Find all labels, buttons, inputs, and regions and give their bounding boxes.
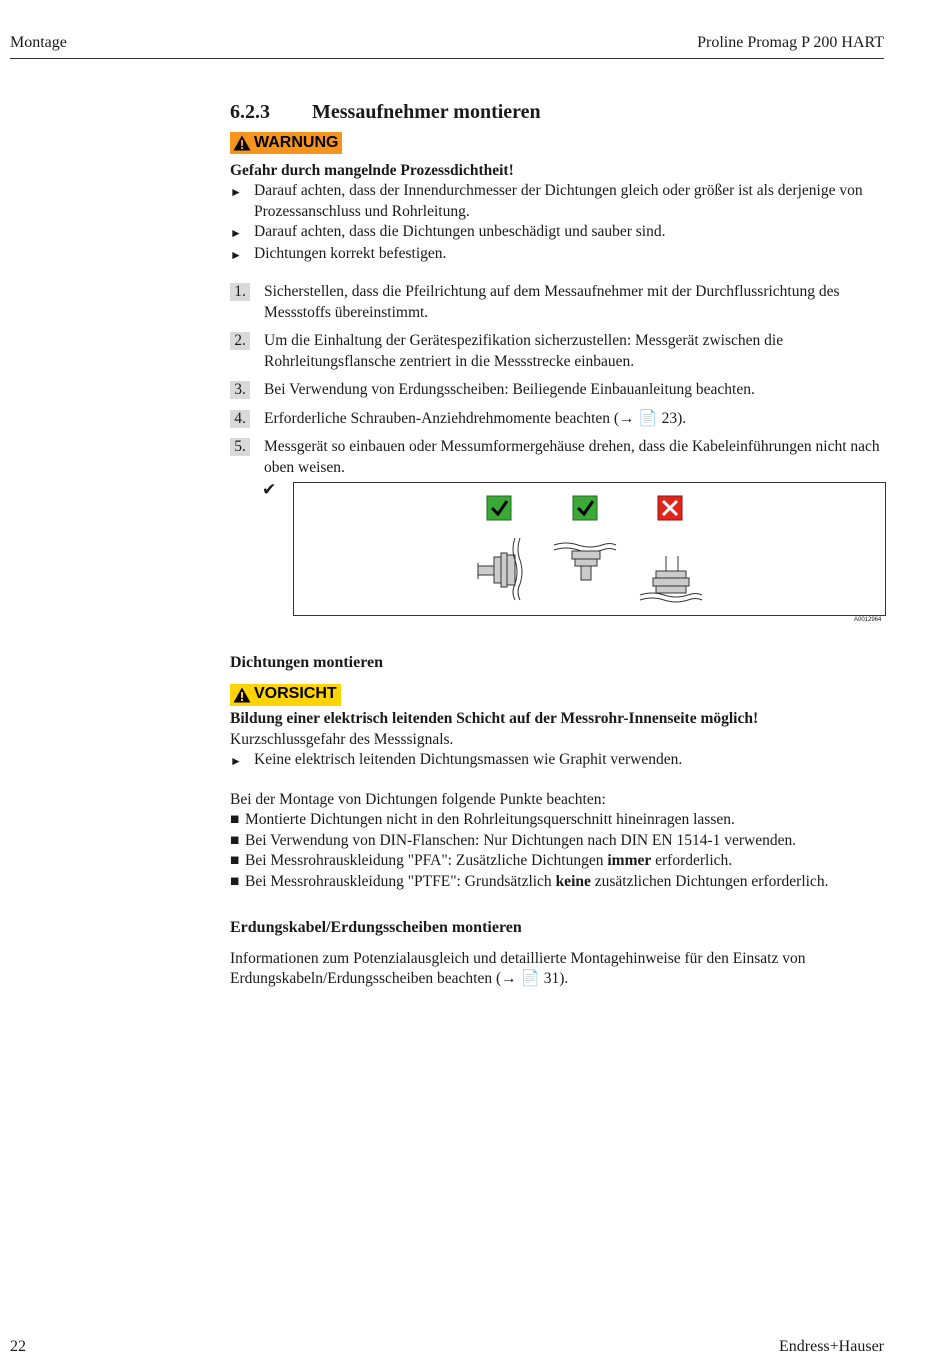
- page-header: [10, 32, 884, 59]
- square-bullet-icon: ■: [230, 811, 240, 828]
- section-number: 6.2.3: [230, 101, 270, 123]
- step-text: Um die Einhaltung der Gerätespezifikation sicherzustellen: Messgerät zwischen die Rohrleitungsflansche zentriert in die Messstrecke einbauen.: [264, 332, 784, 370]
- step-item: [230, 437, 886, 478]
- warning-item-text: Dichtungen korrekt befestigen.: [254, 244, 447, 262]
- sensor-bottom-mount-drawing: [640, 556, 702, 602]
- seals-bullet: [230, 810, 886, 831]
- step-text: Bei Verwendung von Erdungsscheiben: Beiliegende Einbauanleitung beachten.: [264, 381, 755, 398]
- seals-section: [230, 653, 886, 990]
- caution-subtitle: Kurzschlussgefahr des Messsignals.: [230, 730, 454, 748]
- step-item: [230, 380, 886, 401]
- seals-bullet-text: Bei Verwendung von DIN-Flanschen: Nur Dichtungen nach DIN EN 1514-1 verwenden.: [245, 831, 797, 849]
- seals-bullet: [230, 831, 886, 852]
- check-icon: [487, 496, 511, 520]
- step-item: [230, 331, 886, 372]
- seals-bullet-text: Montierte Dichtungen nicht in den Rohrleitungsquerschnitt hineinragen lassen.: [245, 811, 735, 828]
- arrow-bullet-icon: ►: [230, 185, 242, 199]
- warning-block: [230, 132, 886, 265]
- caution-label: VORSICHT: [254, 685, 337, 703]
- warning-item: [230, 244, 886, 266]
- header-product: Proline Promag P 200 HART: [697, 34, 884, 51]
- sensor-side-mount-drawing: [478, 538, 522, 600]
- square-bullet-icon: ■: [230, 872, 240, 890]
- warning-triangle-icon: [233, 687, 251, 703]
- caution-badge: [230, 684, 341, 706]
- step-text: Erforderliche Schrauben-Anziehdrehmomente beachten (→ 📄 23).: [264, 409, 687, 427]
- section-heading: [230, 100, 886, 124]
- step-item: [230, 282, 886, 323]
- warning-item: [230, 222, 886, 244]
- caution-item: [230, 750, 886, 772]
- warning-label: WARNUNG: [254, 133, 339, 151]
- step-number: 5.: [230, 438, 250, 456]
- sensor-top-mount-drawing: [554, 543, 616, 580]
- check-icon: [573, 496, 597, 520]
- seals-bullet: [230, 872, 886, 893]
- seals-bullet-text: Bei Messrohrauskleidung "PFA": Zusätzliche Dichtungen immer erforderlich.: [245, 852, 733, 869]
- section-title: Messaufnehmer montieren: [312, 101, 541, 123]
- step-text: Sicherstellen, dass die Pfeilrichtung auf dem Messaufnehmer mit der Durchflussrichtung des Messstoffs übereinstimmt.: [264, 283, 840, 321]
- warning-badge: [230, 132, 342, 154]
- page-number: 22: [10, 1338, 26, 1355]
- square-bullet-icon: ■: [230, 831, 240, 849]
- square-bullet-icon: ■: [230, 852, 240, 869]
- cross-icon: [658, 496, 682, 520]
- warning-title: Gefahr durch mangelnde Prozessdichtheit!: [230, 161, 514, 179]
- step-number: 1.: [230, 283, 250, 301]
- grounding-heading: Erdungskabel/Erdungsscheiben montieren: [230, 919, 522, 936]
- grounding-text: Informationen zum Potenzialausgleich und detaillierte Montagehinweise für den Einsatz von Erdungskabeln/Erdungsscheiben beachten (→ 📄 31).: [230, 949, 806, 987]
- caution-item-text: Keine elektrisch leitenden Dichtungsmassen wie Graphit verwenden.: [254, 751, 683, 768]
- main-content: [230, 100, 886, 486]
- arrow-bullet-icon: ►: [230, 226, 242, 240]
- step-number: 4.: [230, 410, 250, 428]
- step-number: 3.: [230, 381, 250, 399]
- arrow-bullet-icon: ►: [230, 247, 242, 262]
- installation-figure: [293, 482, 886, 616]
- step-number: 2.: [230, 332, 250, 350]
- steps-list: [230, 282, 886, 478]
- result-check-icon: ✔: [262, 480, 277, 500]
- footer-brand: Endress+Hauser: [779, 1338, 884, 1355]
- warning-item-text: Darauf achten, dass die Dichtungen unbeschädigt und sauber sind.: [254, 223, 666, 240]
- seals-heading: Dichtungen montieren: [230, 654, 384, 671]
- figure-code: A0012964: [854, 617, 882, 623]
- seals-intro: Bei der Montage von Dichtungen folgende Punkte beachten:: [230, 790, 606, 808]
- warning-triangle-icon: [233, 135, 251, 151]
- seals-bullet: [230, 851, 886, 872]
- caution-title: Bildung einer elektrisch leitenden Schicht auf der Messrohr-Innenseite möglich!: [230, 710, 759, 727]
- step-text: Messgerät so einbauen oder Messumformergehäuse drehen, dass die Kabeleinführungen nicht nach oben weisen.: [264, 438, 880, 476]
- warning-item-text: Darauf achten, dass der Innendurchmesser der Dichtungen gleich oder größer ist als derjenige von Prozessanschluss und Rohrleitung.: [254, 182, 863, 220]
- header-section: Montage: [10, 34, 67, 51]
- step-item: [230, 409, 886, 430]
- seals-bullet-text: Bei Messrohrauskleidung "PTFE": Grundsätzlich keine zusätzlichen Dichtungen erforderlich.: [245, 872, 829, 890]
- figure-drawing: [294, 483, 885, 615]
- arrow-bullet-icon: ►: [230, 754, 242, 768]
- warning-item: [230, 181, 886, 222]
